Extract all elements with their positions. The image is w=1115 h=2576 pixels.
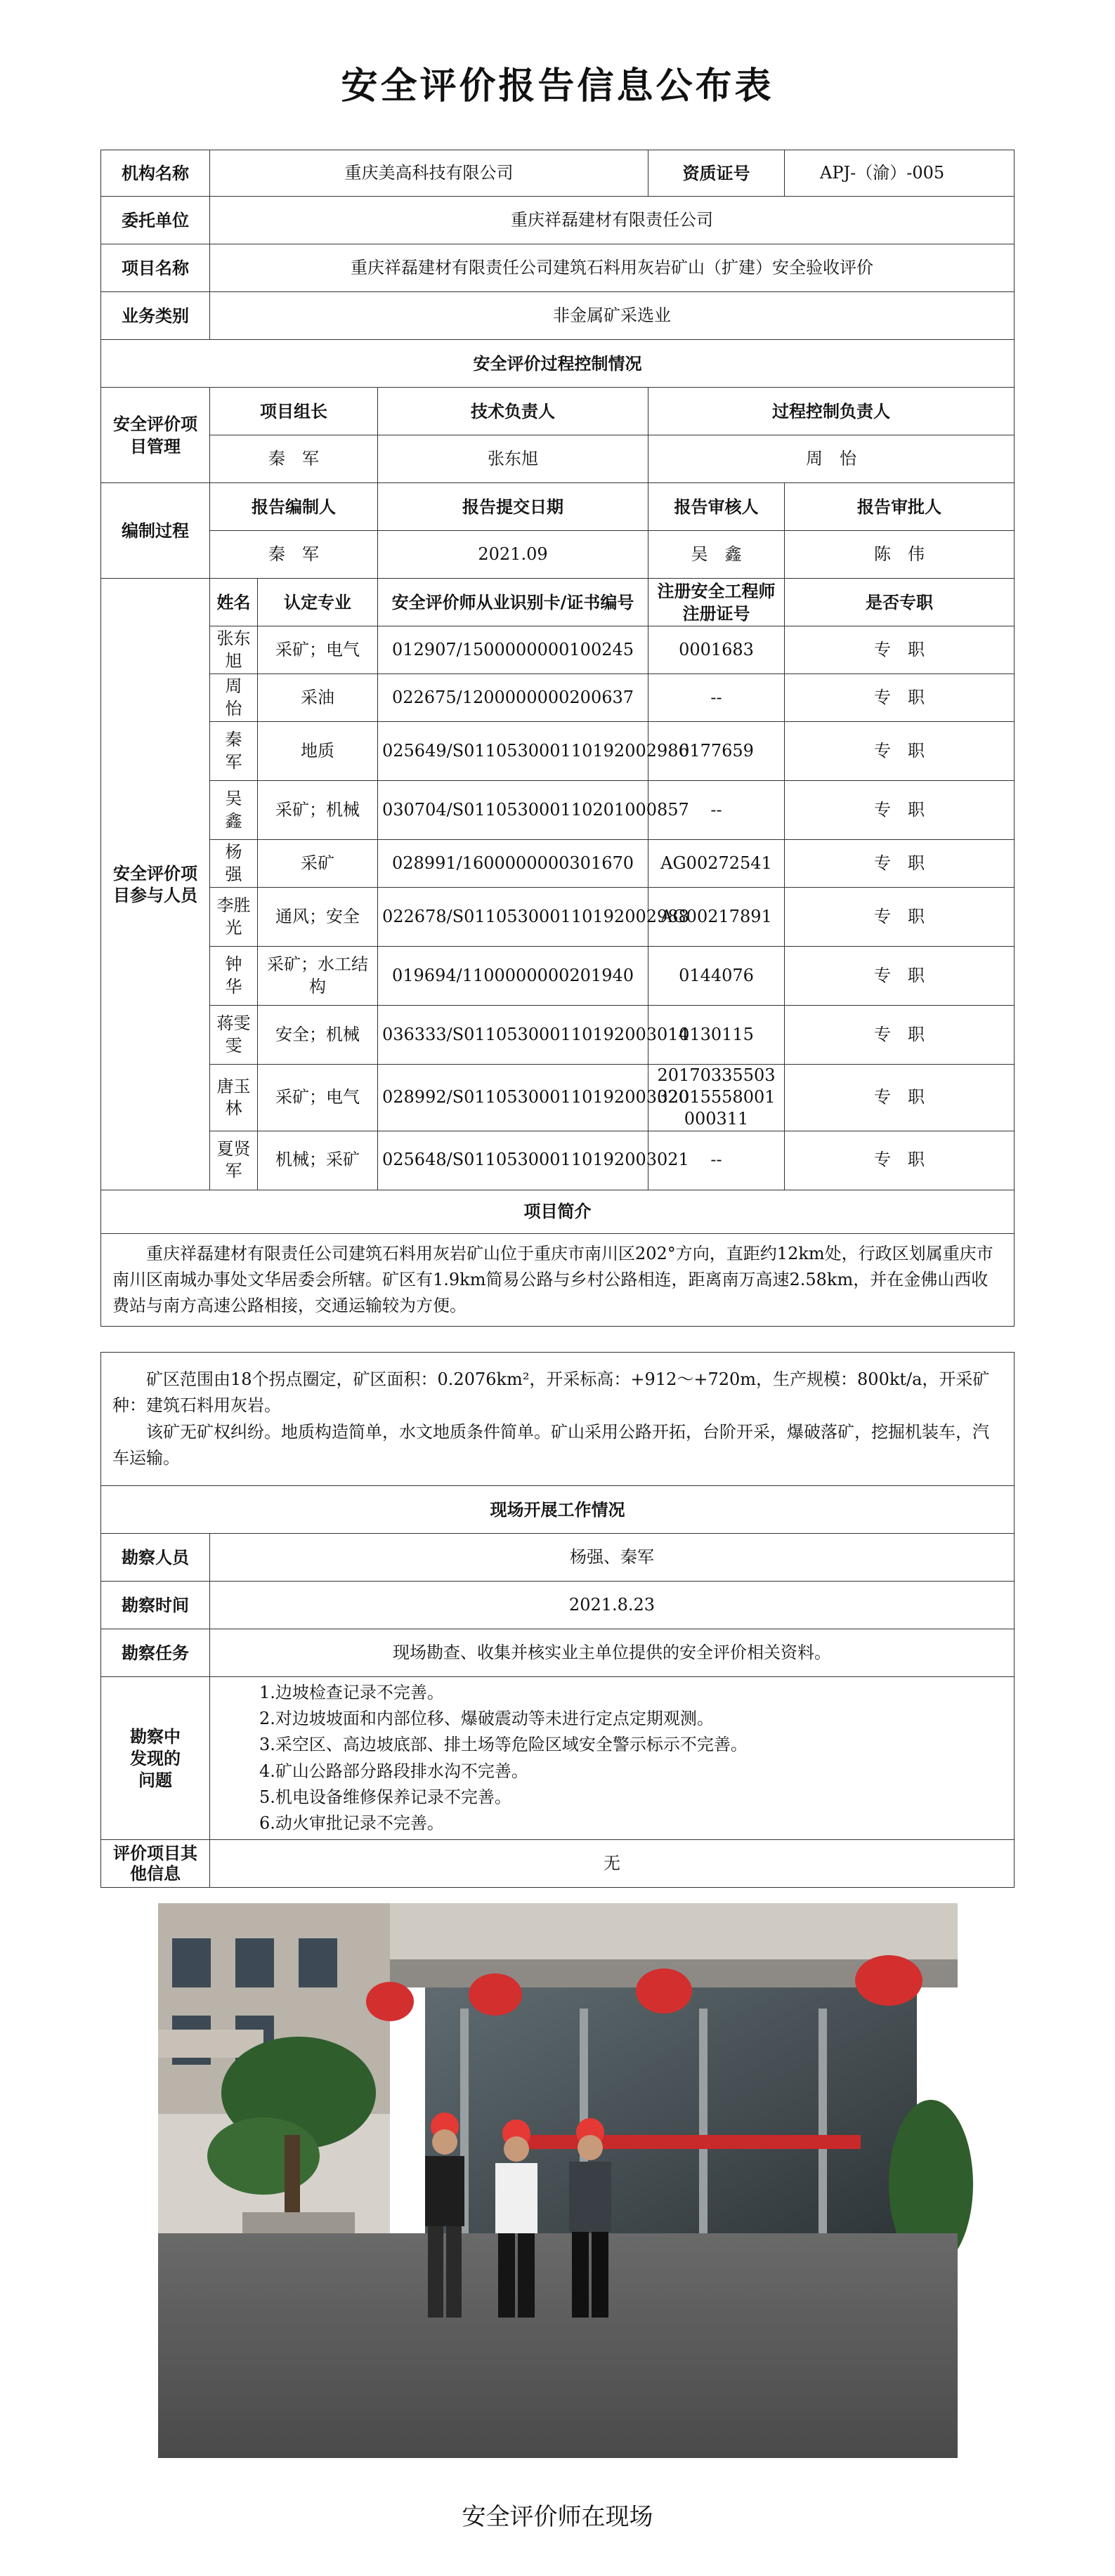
member-major: 地质 — [258, 722, 378, 781]
member-card: 022675/1200000000200637 — [378, 674, 648, 722]
member-card: 030704/S011053000110201000857 — [378, 781, 648, 840]
mgmt-value-control: 周 怡 — [648, 435, 1015, 483]
intro-text-3: 该矿无矿权纠纷。地质构造简单，水文地质条件简单。矿山采用公路开拓，台阶开采，爆破落矿，挖掘机装车，汽车运输。 — [112, 1421, 989, 1468]
site-photo — [158, 1903, 958, 2458]
member-major: 通风；安全 — [258, 888, 378, 947]
member-name: 周 怡 — [210, 674, 258, 722]
table-row — [101, 888, 1015, 947]
table-row — [101, 947, 1015, 1006]
members-label: 安全评价项目参与人员 — [101, 579, 210, 1190]
process-header: 安全评价过程控制情况 — [101, 340, 1015, 388]
member-reg: -- — [648, 674, 785, 722]
member-fulltime: 专 职 — [785, 722, 1015, 781]
other-label: 评价项目其他信息 — [101, 1840, 210, 1888]
member-card: 028992/S011053000110192003020 — [378, 1065, 648, 1131]
member-major: 采油 — [258, 674, 378, 722]
member-major: 机械；采矿 — [258, 1131, 378, 1190]
member-reg: AG00217891 — [648, 888, 785, 947]
prep-header-author: 报告编制人 — [210, 483, 378, 531]
mgmt-header-tech: 技术负责人 — [378, 388, 648, 435]
prep-header-reviewer: 报告审核人 — [648, 483, 785, 531]
issues-list — [210, 1677, 1015, 1840]
members-header-card: 安全评价师从业识别卡/证书编号 — [378, 579, 648, 626]
member-fulltime: 专 职 — [785, 674, 1015, 722]
page-title: 安全评价报告信息公布表 — [341, 65, 774, 107]
member-reg: 0130115 — [648, 1006, 785, 1065]
member-fulltime: 专 职 — [785, 1131, 1015, 1190]
member-major: 采矿；电气 — [258, 1065, 378, 1131]
member-reg: AG00272541 — [648, 840, 785, 888]
member-name: 钟 华 — [210, 947, 258, 1006]
mgmt-label: 安全评价项目管理 — [101, 388, 210, 483]
member-reg: -- — [648, 781, 785, 840]
prep-header-date: 报告提交日期 — [378, 483, 648, 531]
member-card: 019694/1100000000201940 — [378, 947, 648, 1006]
member-name: 吴 鑫 — [210, 781, 258, 840]
member-major: 采矿；电气 — [258, 626, 378, 674]
client-label: 委托单位 — [101, 197, 210, 244]
project-label: 项目名称 — [101, 244, 210, 292]
member-reg: 0177659 — [648, 722, 785, 781]
org-value: 重庆美高科技有限公司 — [210, 150, 648, 197]
project-value: 重庆祥磊建材有限责任公司建筑石料用灰岩矿山（扩建）安全验收评价 — [210, 244, 1015, 292]
member-fulltime: 专 职 — [785, 1006, 1015, 1065]
business-value: 非金属矿采选业 — [210, 292, 1015, 340]
prep-label: 编制过程 — [101, 483, 210, 579]
intro-text-1: 重庆祥磊建材有限责任公司建筑石料用灰岩矿山位于重庆市南川区202°方向，直距约12km处，行政区划属重庆市南川区南城办事处文华居委会所辖。矿区有1.9km简易公路与乡村公路相连，距离南万高速2.58km，并在金佛山西收费站与南方高速公路相接，交通运输较为方便。 — [112, 1243, 993, 1315]
list-item: 3.采空区、高边坡底部、排土场等危险区域安全警示标示不完善。 — [259, 1735, 748, 1755]
members-header-name: 姓名 — [210, 579, 258, 626]
table-row — [101, 1131, 1015, 1190]
table-row — [101, 840, 1015, 888]
member-name: 唐玉林 — [210, 1065, 258, 1131]
cert-value: APJ-（渝）-005 — [785, 150, 1015, 197]
member-major: 采矿；机械 — [258, 781, 378, 840]
business-label: 业务类别 — [101, 292, 210, 340]
members-header-major: 认定专业 — [258, 579, 378, 626]
members-header-fulltime: 是否专职 — [785, 579, 1015, 626]
staff-label: 勘察人员 — [101, 1534, 210, 1582]
member-major: 采矿 — [258, 840, 378, 888]
member-major: 采矿；水工结构 — [258, 947, 378, 1006]
members-header-reg: 注册安全工程师注册证号 — [648, 579, 785, 626]
site-header: 现场开展工作情况 — [101, 1486, 1015, 1534]
list-item: 1.边坡检查记录不完善。 — [259, 1683, 444, 1702]
table-row — [101, 722, 1015, 781]
time-value: 2021.8.23 — [210, 1582, 1015, 1629]
table-row — [101, 1006, 1015, 1065]
member-reg: 0144076 — [648, 947, 785, 1006]
mgmt-header-control: 过程控制负责人 — [648, 388, 1015, 435]
member-fulltime: 专 职 — [785, 947, 1015, 1006]
mgmt-value-leader: 秦 军 — [210, 435, 378, 483]
intro-paragraph-1 — [101, 1233, 1015, 1327]
list-item: 2.对边坡坡面和内部位移、爆破震动等未进行定点定期观测。 — [259, 1709, 714, 1729]
table-row — [101, 1065, 1015, 1131]
list-item: 6.动火审批记录不完善。 — [259, 1813, 444, 1833]
member-fulltime: 专 职 — [785, 1065, 1015, 1131]
prep-value-author: 秦 军 — [210, 531, 378, 579]
list-item: 4.矿山公路部分路段排水沟不完善。 — [259, 1761, 528, 1781]
member-card: 028991/1600000000301670 — [378, 840, 648, 888]
prep-value-approver: 陈 伟 — [785, 531, 1015, 579]
table-row — [101, 626, 1015, 674]
mgmt-header-leader: 项目组长 — [210, 388, 378, 435]
member-card: 022678/S011053000110192002988 — [378, 888, 648, 947]
table-row — [101, 674, 1015, 722]
prep-header-approver: 报告审批人 — [785, 483, 1015, 531]
member-card: 025649/S011053000110192002986 — [378, 722, 648, 781]
site-photo-image — [158, 1903, 958, 2458]
intro-text-2: 矿区范围由18个拐点圈定，矿区面积：0.2076km²，开采标高：+912～+720m，生产规模：800kt/a，开采矿种：建筑石料用灰岩。 — [112, 1369, 990, 1416]
member-fulltime: 专 职 — [785, 840, 1015, 888]
member-fulltime: 专 职 — [785, 626, 1015, 674]
list-item: 5.机电设备维修保养记录不完善。 — [259, 1787, 511, 1807]
member-fulltime: 专 职 — [785, 888, 1015, 947]
task-value: 现场勘查、收集并核实业主单位提供的安全评价相关资料。 — [210, 1629, 1015, 1677]
member-major: 安全；机械 — [258, 1006, 378, 1065]
mgmt-value-tech: 张东旭 — [378, 435, 648, 483]
cert-label: 资质证号 — [648, 150, 785, 197]
site-table — [100, 1352, 1015, 1888]
prep-value-date: 2021.09 — [378, 531, 648, 579]
member-name: 杨 强 — [210, 840, 258, 888]
member-fulltime: 专 职 — [785, 781, 1015, 840]
intro-paragraph-2 — [101, 1353, 1015, 1486]
client-value: 重庆祥磊建材有限责任公司 — [210, 197, 1015, 244]
intro-header: 项目简介 — [101, 1190, 1015, 1233]
member-card: 012907/1500000000100245 — [378, 626, 648, 674]
other-value: 无 — [210, 1840, 1015, 1888]
member-name: 秦 军 — [210, 722, 258, 781]
org-label: 机构名称 — [101, 150, 210, 197]
member-name: 张东旭 — [210, 626, 258, 674]
photo-caption: 安全评价师在现场 — [462, 2503, 653, 2531]
member-card: 025648/S011053000110192003021 — [378, 1131, 648, 1190]
member-name: 夏贤军 — [210, 1131, 258, 1190]
info-table — [100, 150, 1015, 1327]
member-name: 李胜光 — [210, 888, 258, 947]
member-name: 蒋雯雯 — [210, 1006, 258, 1065]
time-label: 勘察时间 — [101, 1582, 210, 1629]
member-reg: -- — [648, 1131, 785, 1190]
issues-label: 勘察中发现的问题 — [101, 1677, 210, 1840]
table-row — [101, 781, 1015, 840]
prep-value-reviewer: 吴 鑫 — [648, 531, 785, 579]
task-label: 勘察任务 — [101, 1629, 210, 1677]
staff-value: 杨强、秦军 — [210, 1534, 1015, 1582]
member-reg: 2017033550332015558001000311 — [648, 1065, 785, 1131]
member-card: 036333/S011053000110192003014 — [378, 1006, 648, 1065]
member-reg: 0001683 — [648, 626, 785, 674]
